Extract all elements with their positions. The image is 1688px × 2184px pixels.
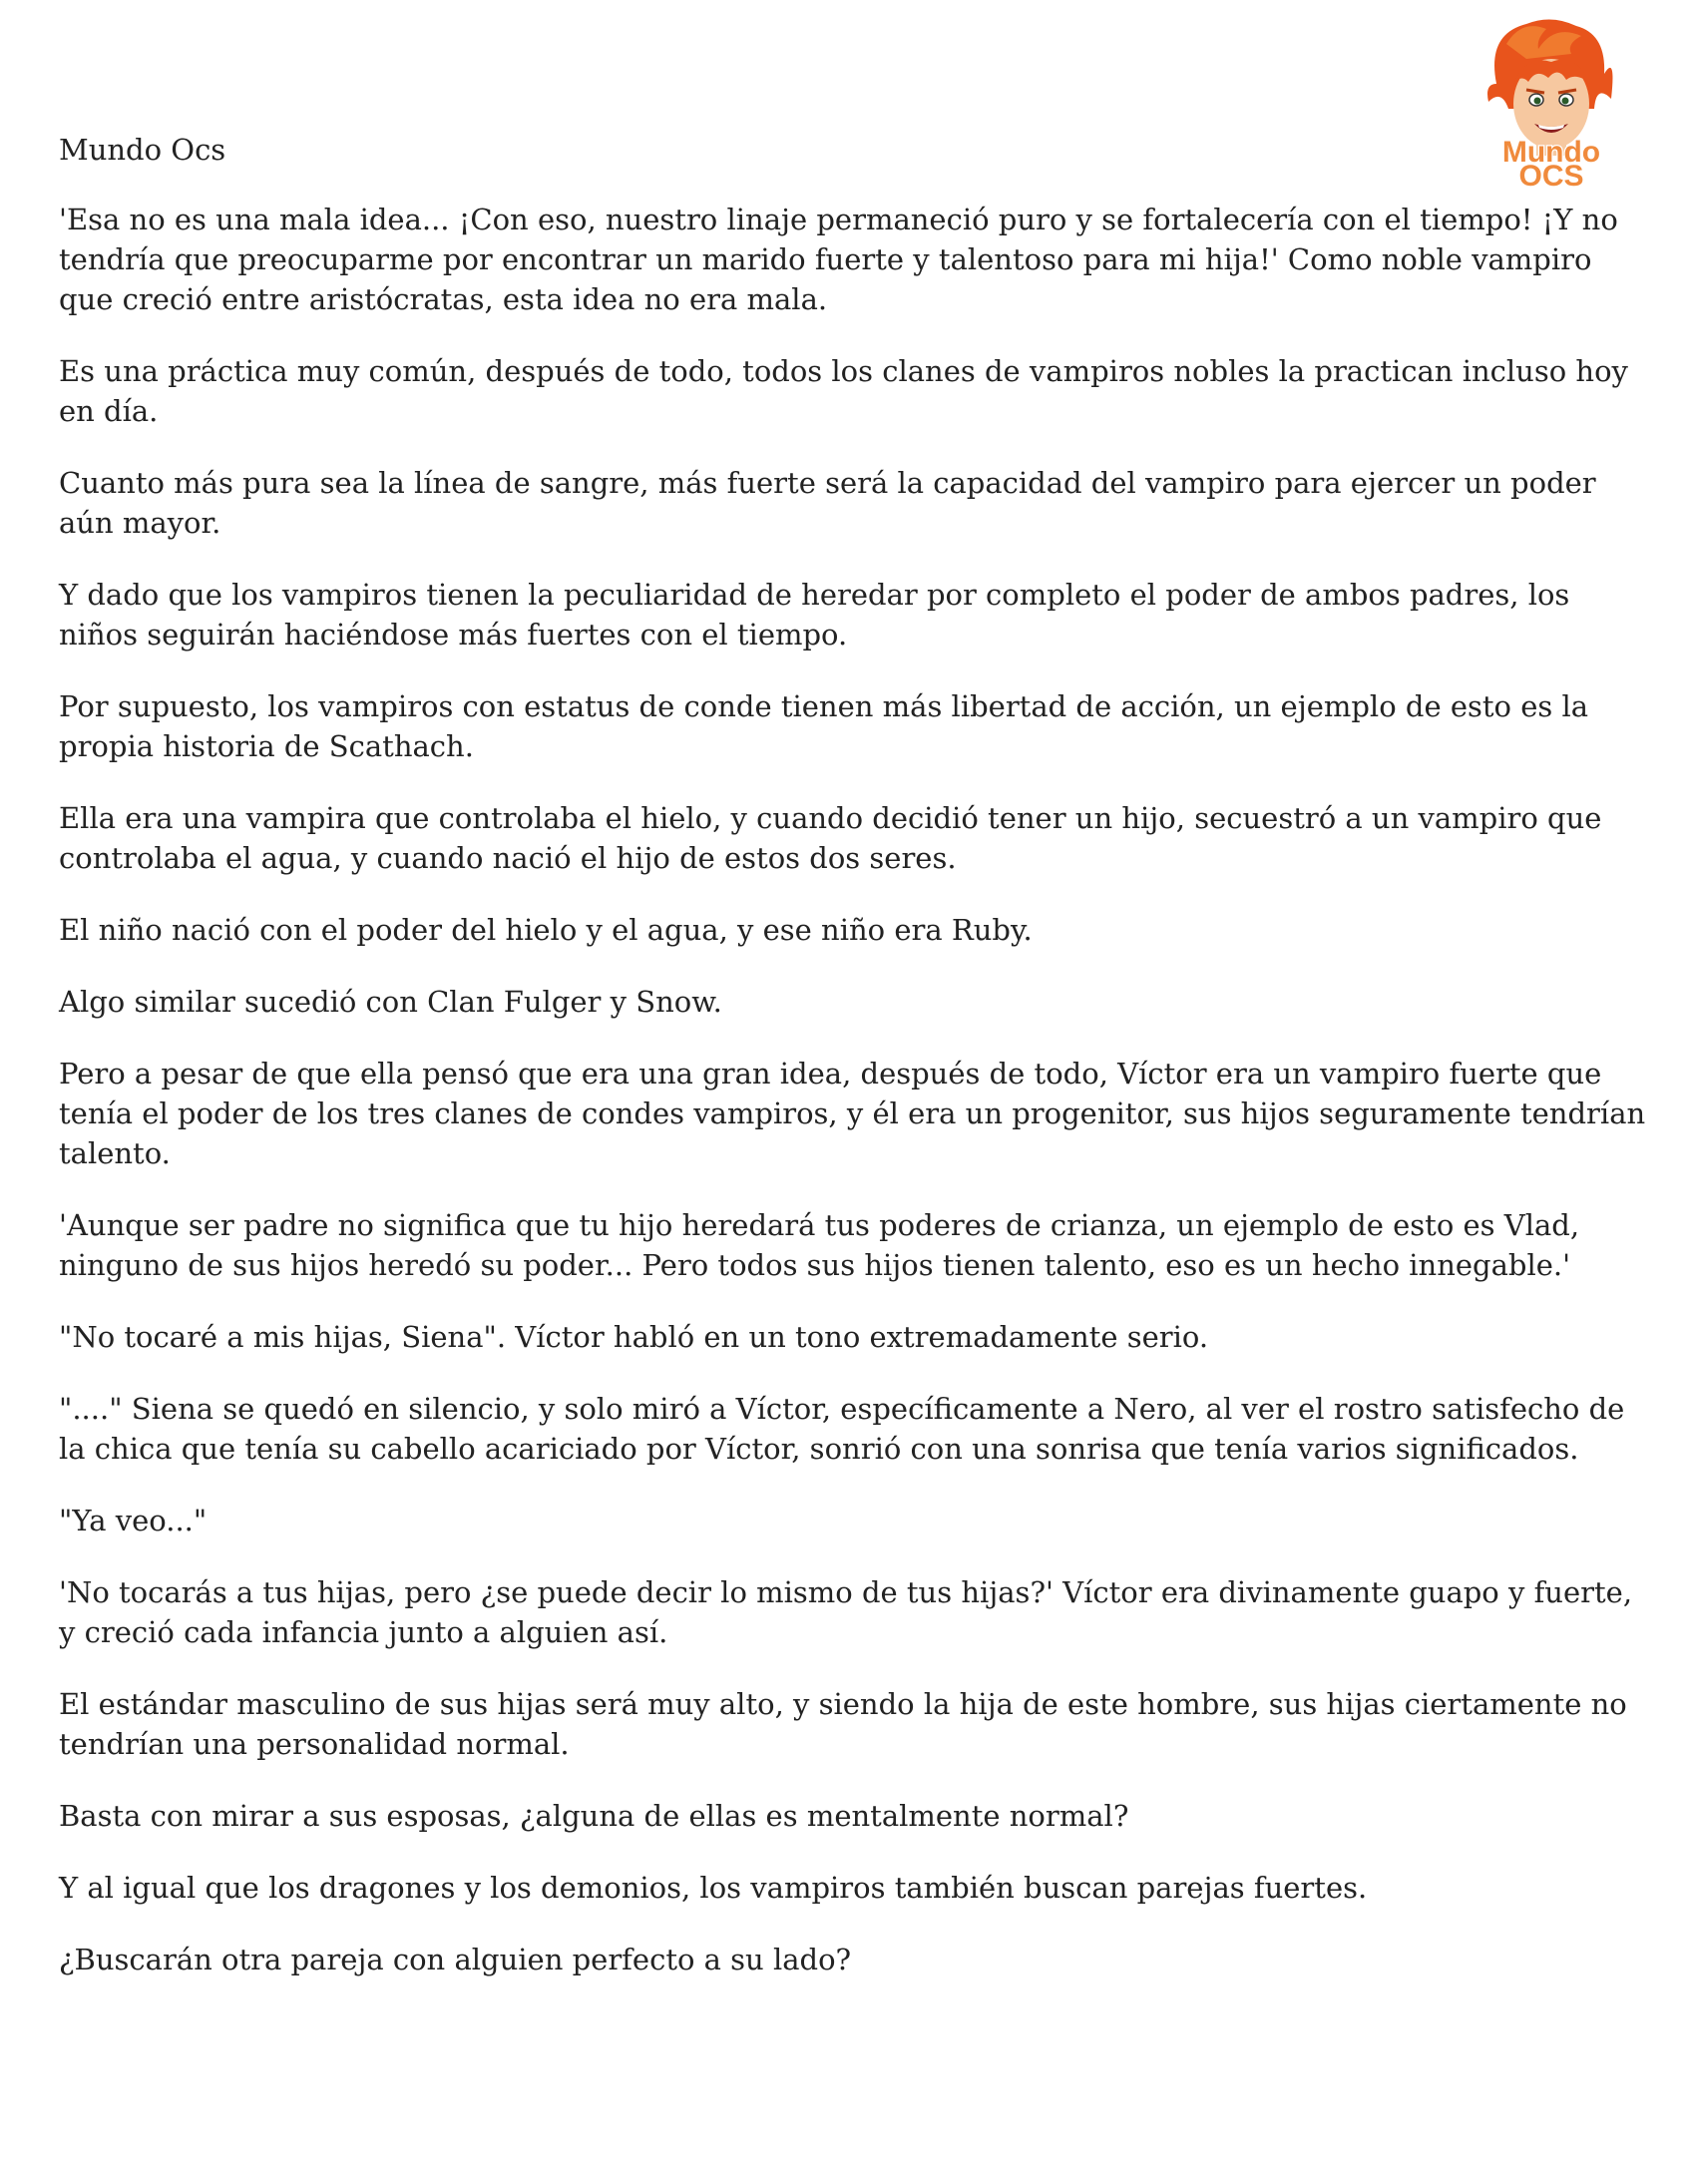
paragraph-1: 'Esa no es una mala idea... ¡Con eso, nuestro linaje permaneció puro y se fortalecería con el tiempo! ¡Y no tendría que preocuparme por encontrar un marido fuerte y talentoso para mi hija!' Como noble vampiro que creció entre aristócratas, esta idea no era mala. — [59, 203, 1618, 316]
paragraph-16: Basta con mirar a sus esposas, ¿alguna de ellas es mentalmente normal? — [59, 1799, 1129, 1833]
paragraph-4: Y dado que los vampiros tienen la peculiaridad de heredar por completo el poder de ambos padres, los niños seguirán haciéndose más fuertes con el tiempo. — [59, 578, 1570, 652]
svg-text:Mundo: Mundo — [1501, 136, 1601, 169]
paragraph-12: "...." Siena se quedó en silencio, y solo miró a Víctor, específicamente a Nero, al ver el rostro satisfecho de la chica que tenía su cabello acariciado por Víctor, sonrió con una sonrisa que tenía varios significados. — [59, 1392, 1625, 1466]
paragraph-10: 'Aunque ser padre no significa que tu hijo heredará tus poderes de crianza, un ejemplo de esto es Vlad, ninguno de sus hijos heredó su poder... Pero todos sus hijos tienen talento, eso es un hecho innegable.' — [59, 1208, 1580, 1282]
paragraph-17: Y al igual que los dragones y los demonios, los vampiros también buscan parejas fuertes. — [59, 1871, 1368, 1905]
paragraph-3: Cuanto más pura sea la línea de sangre, más fuerte será la capacidad del vampiro para ejercer un poder aún mayor. — [59, 466, 1596, 540]
paragraph-5: Por supuesto, los vampiros con estatus de conde tienen más libertad de acción, un ejemplo de esto es la propia historia de Scathach. — [59, 689, 1589, 763]
paragraph-2: Es una práctica muy común, después de todo, todos los clanes de vampiros nobles la practican incluso hoy en día. — [59, 354, 1628, 428]
paragraph-9: Pero a pesar de que ella pensó que era una gran idea, después de todo, Víctor era un vampiro fuerte que tenía el poder de los tres clanes de condes vampiros, y él era un progenitor, sus hijos seguramente tendrían talento. — [59, 1057, 1646, 1170]
paragraph-18: ¿Buscarán otra pareja con alguien perfecto a su lado? — [59, 1943, 852, 1976]
paragraph-8: Algo similar sucedió con Clan Fulger y Snow. — [59, 985, 722, 1019]
paragraph-6: Ella era una vampira que controlaba el hielo, y cuando decidió tener un hijo, secuestró a un vampiro que controlaba el agua, y cuando nació el hijo de estos dos seres. — [59, 801, 1602, 875]
svg-text:OCS: OCS — [1518, 160, 1584, 189]
paragraph-7: El niño nació con el poder del hielo y el agua, y ese niño era Ruby. — [59, 913, 1033, 947]
paragraph-11: "No tocaré a mis hijas, Siena". Víctor habló en un tono extremadamente serio. — [59, 1320, 1209, 1354]
paragraph-15: El estándar masculino de sus hijas será muy alto, y siendo la hija de este hombre, sus hijas ciertamente no tendrían una personalidad normal. — [59, 1687, 1627, 1761]
paragraph-14: 'No tocarás a tus hijas, pero ¿se puede decir lo mismo de tus hijas?' Víctor era divinamente guapo y fuerte, y creció cada infancia junto a alguien así. — [59, 1575, 1633, 1649]
document-page — [59, 130, 1655, 2011]
document-header-title: Mundo Ocs — [59, 133, 226, 167]
paragraph-13: "Ya veo..." — [59, 1504, 208, 1537]
